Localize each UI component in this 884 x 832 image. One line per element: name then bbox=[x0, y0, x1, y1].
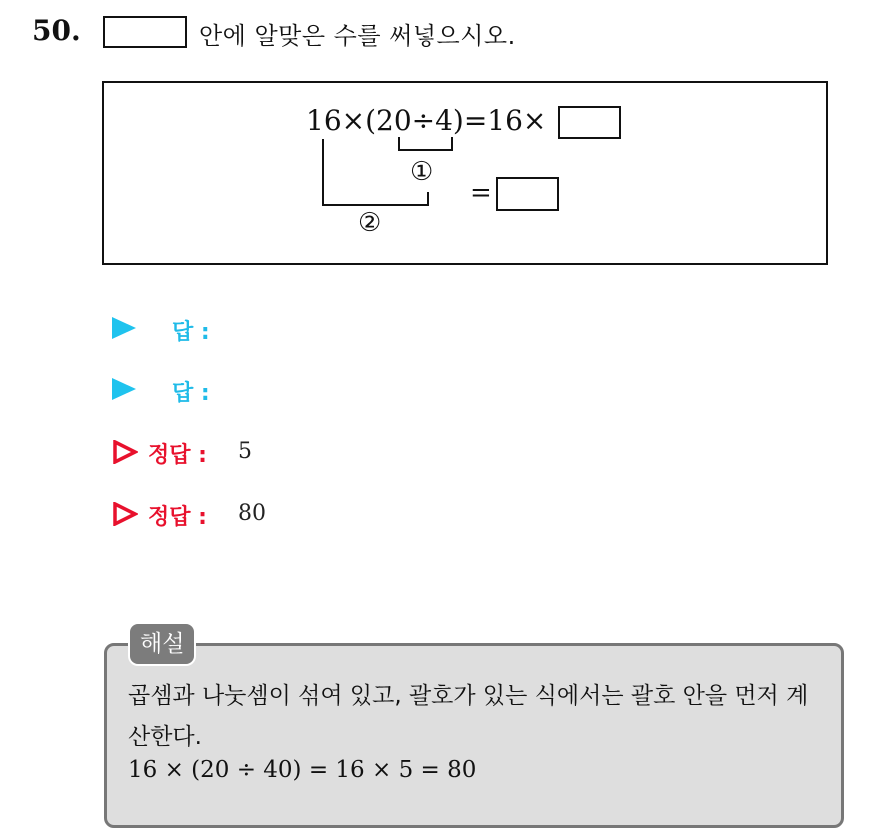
play-arrow-icon bbox=[112, 317, 136, 339]
answer-value: 80 bbox=[238, 501, 266, 526]
question-number: 50. bbox=[32, 14, 81, 47]
bracket-step-1 bbox=[399, 137, 452, 150]
problem-expression: 16×(20÷4)=16× bbox=[306, 104, 547, 137]
outline-arrow-icon bbox=[112, 440, 138, 464]
answer-label: 답 : bbox=[172, 320, 210, 345]
answer-value: 5 bbox=[238, 439, 252, 464]
step-2-mark: ② bbox=[358, 208, 382, 238]
equals-sign: = bbox=[470, 178, 492, 208]
solution-text: 곱셈과 나눗셈이 섞여 있고, 괄호가 있는 식에서는 괄호 안을 먼저 계산한다. bbox=[128, 683, 809, 750]
solution-math: 16 × (20 ÷ 40) = 16 × 5 = 80 bbox=[128, 757, 477, 783]
answer-label: 정답 : bbox=[148, 443, 207, 468]
answer-blank-2[interactable] bbox=[496, 177, 559, 211]
outline-arrow-icon bbox=[112, 502, 138, 526]
answer-label: 정답 : bbox=[148, 505, 207, 530]
play-arrow-icon bbox=[112, 378, 136, 400]
step-1-mark: ① bbox=[410, 157, 434, 187]
answer-label: 답 : bbox=[172, 381, 210, 406]
solution-tag: 해설 bbox=[130, 624, 194, 664]
question-text: 안에 알맞은 수를 써넣으시오. bbox=[199, 22, 516, 50]
